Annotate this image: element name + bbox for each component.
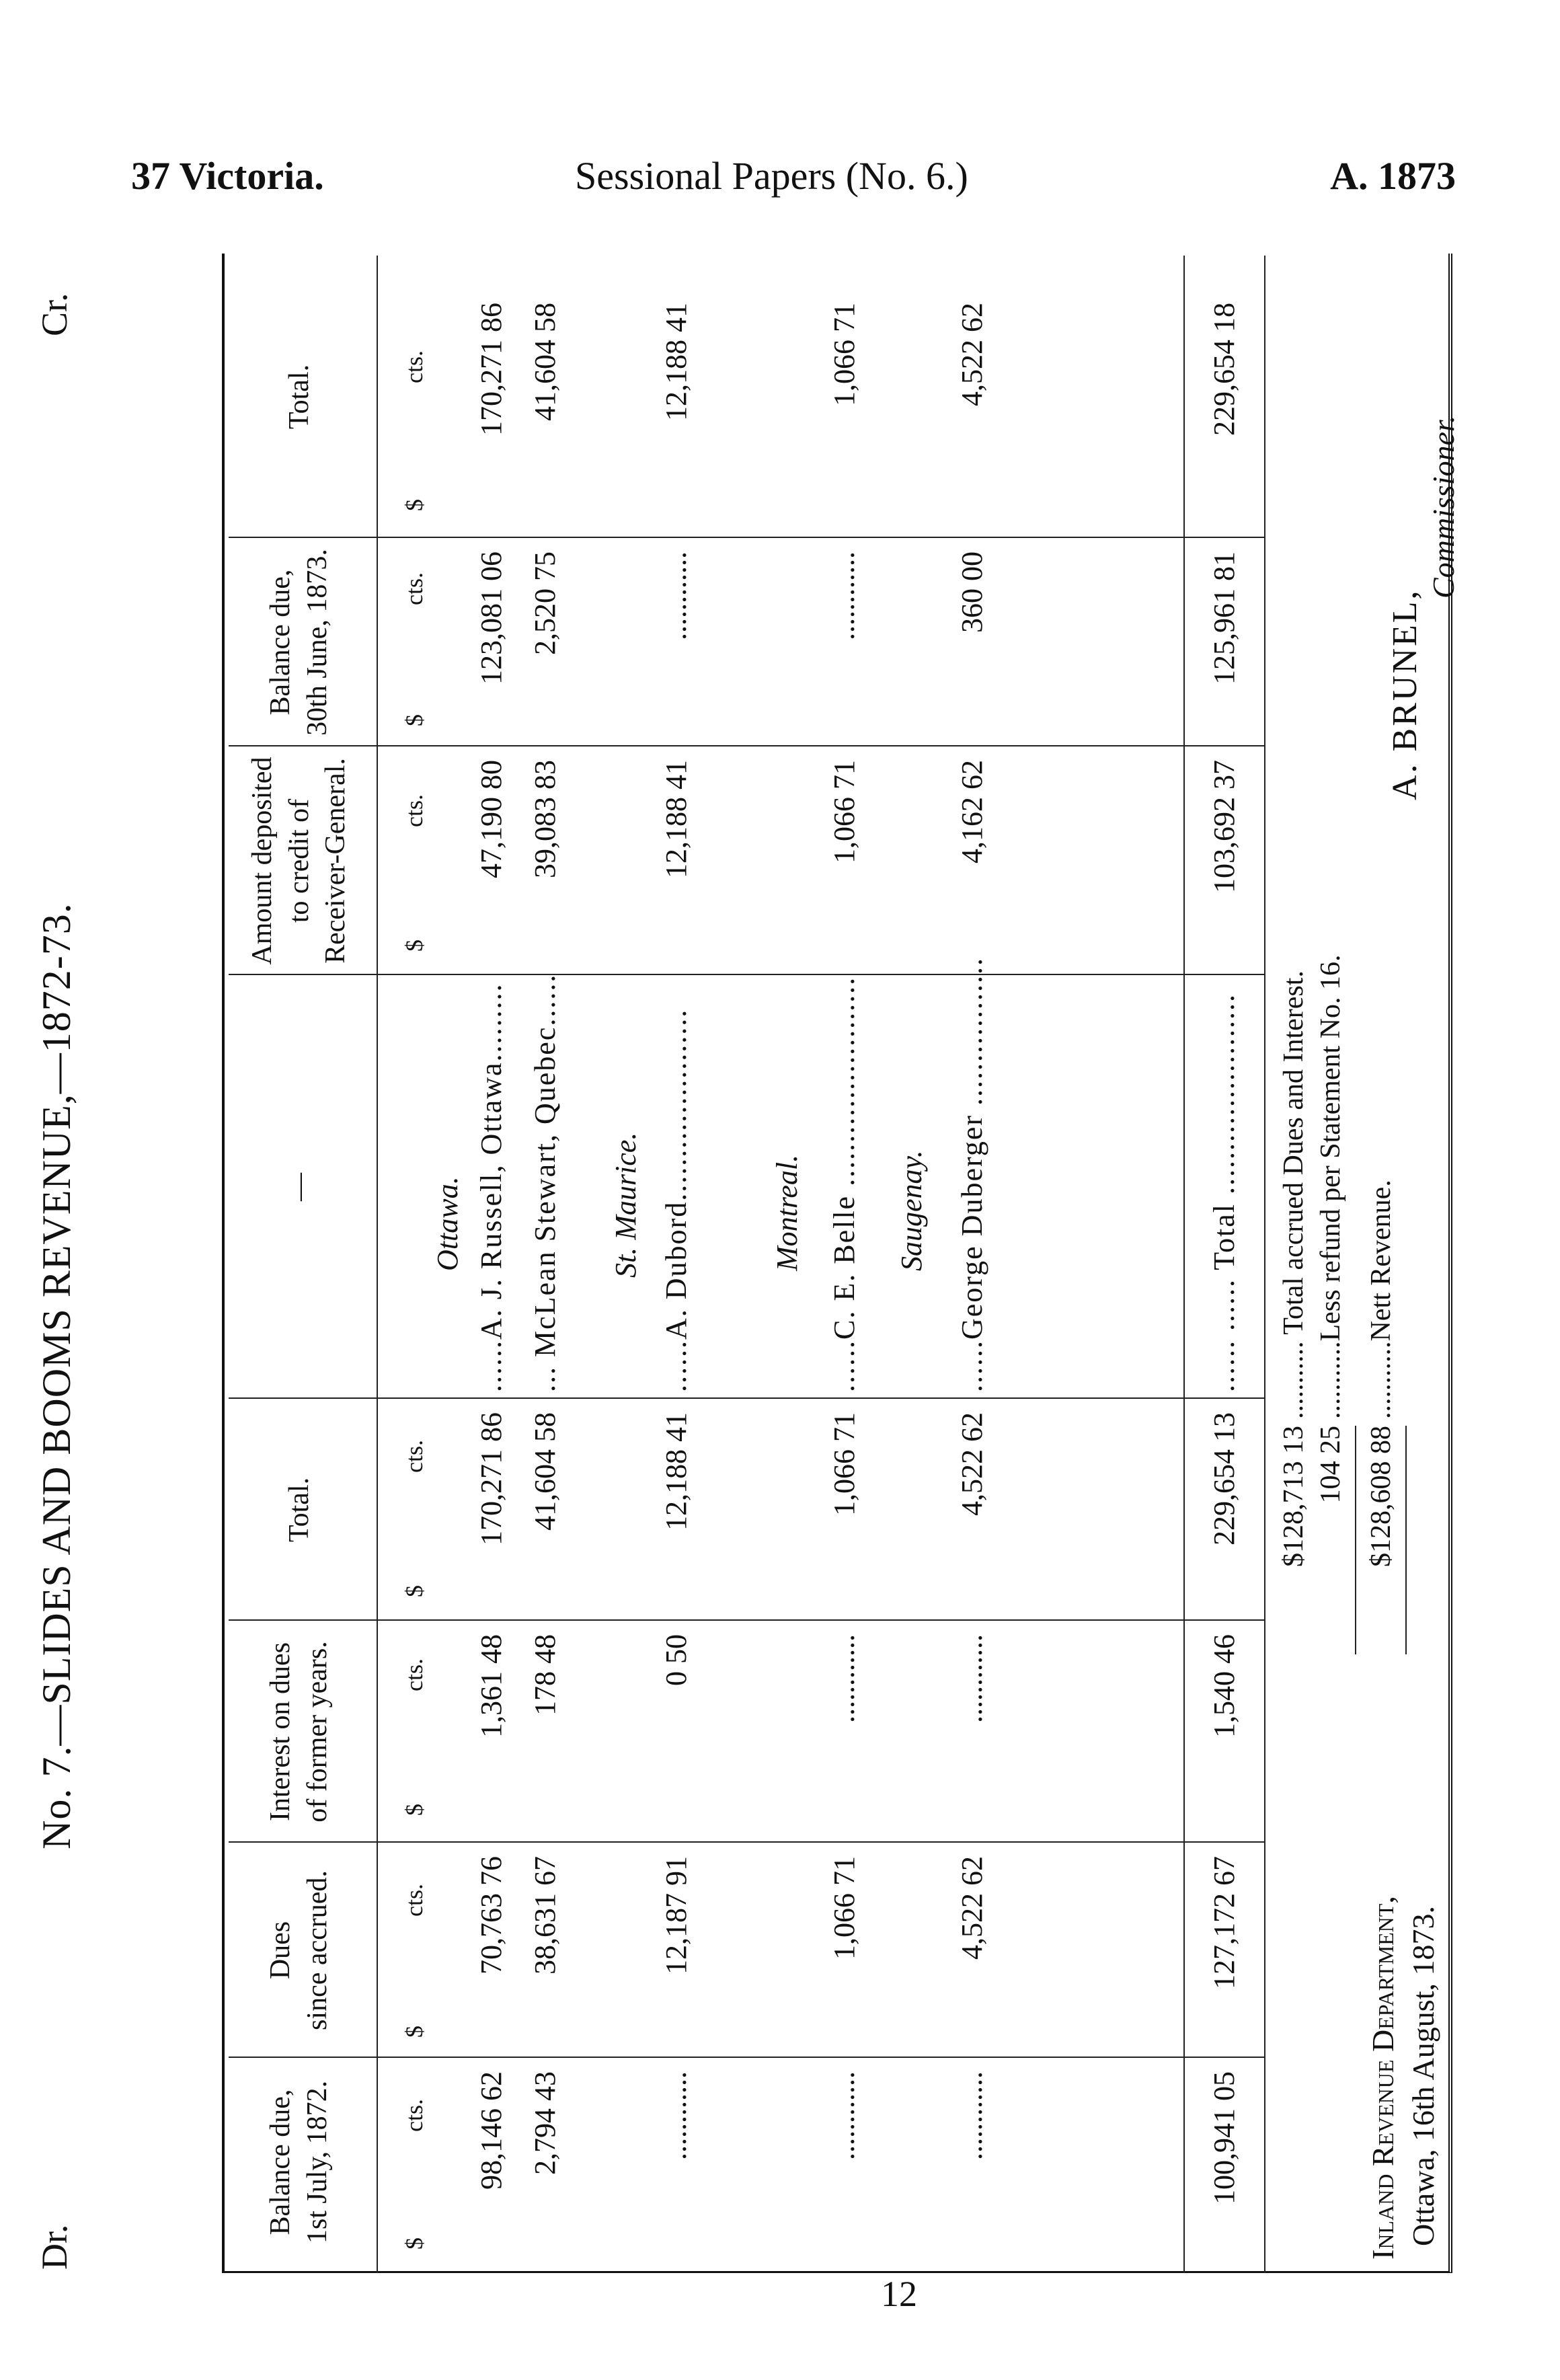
cell-balance-1872: 98,146 62: [475, 2071, 508, 2190]
header-session: 37 Victoria.: [131, 154, 324, 198]
table-title: No. 7.—SLIDES AND BOOMS REVENUE,—1872-73.: [34, 903, 79, 1849]
table-bottom-rule: [1264, 256, 1265, 2273]
page-number: 12: [881, 2274, 917, 2314]
col-divider: [229, 1841, 1264, 1843]
col-header-total-right: Total.: [283, 364, 315, 430]
cell-total-right: 12,188 41: [660, 303, 693, 421]
cell-officer: ......C. E. Belle ........................: [828, 976, 861, 1392]
unit-dollar: $: [401, 939, 428, 952]
cell-dues: 12,187 91: [660, 1856, 693, 1974]
cell-interest: 1,361 48: [475, 1634, 508, 1738]
unit-cts: cts.: [401, 1884, 428, 1917]
summary-label: ...........Less refund per Statement No. 16.: [1315, 954, 1346, 1419]
unit-cts: cts.: [401, 2099, 428, 2132]
cell-deposited: 4,162 62: [956, 760, 988, 863]
department-name: Inland Revenue Department,: [1366, 1896, 1400, 2260]
total-balance-1873: 125,961 81: [1208, 551, 1241, 685]
total-right: 229,654 18: [1208, 303, 1241, 436]
total-label: ...... ...... Total .......................: [1208, 993, 1241, 1392]
cell-total-right: 170,271 86: [475, 303, 508, 436]
total-interest: 1,540 46: [1208, 1634, 1241, 1738]
cell-deposited: 12,188 41: [660, 760, 693, 878]
unit-cts: cts.: [401, 1440, 428, 1473]
credit-label: Cr.: [34, 293, 75, 336]
cell-total: 170,271 86: [475, 1412, 508, 1545]
col-header-balance-1873: Balance due, 30th June, 1873.: [265, 549, 333, 736]
summary-label: ...........Nett Revenue.: [1366, 1180, 1397, 1419]
cell-dues: 70,763 76: [475, 1856, 508, 1974]
col-divider: [229, 2057, 1264, 2058]
col-divider: [229, 1397, 1264, 1399]
cell-deposited: 39,083 83: [529, 760, 561, 878]
unit-dollar: $: [401, 714, 428, 726]
cell-officer: ......A. Dubord......................: [660, 1008, 693, 1392]
col-header-dues: Dues since accrued.: [265, 1870, 333, 2030]
cell-total: 41,604 58: [529, 1412, 561, 1531]
cell-total: 4,522 62: [956, 1412, 988, 1516]
cell-balance-1873: 2,520 75: [529, 551, 561, 655]
summary-amount: $128,713 13: [1278, 1426, 1309, 1567]
total-deposited: 103,692 37: [1208, 760, 1241, 893]
signer-name: A. BRUNEL,: [1386, 588, 1424, 800]
col-divider: [229, 745, 1264, 746]
col-divider: [229, 974, 1264, 975]
place-date: Ottawa, 16th August, 1873.: [1406, 1906, 1440, 2246]
cell-interest: ............: [956, 1634, 988, 1723]
cell-balance-1872: 2,794 43: [529, 2071, 561, 2175]
cell-total: 1,066 71: [828, 1412, 861, 1516]
col-divider: [229, 1619, 1264, 1621]
total-dues: 127,172 67: [1208, 1856, 1241, 1989]
cell-officer: ......A. J. Russell, Ottawa.........: [475, 983, 508, 1392]
region-heading: Ottawa.: [431, 1176, 464, 1271]
unit-dollar: $: [401, 499, 428, 511]
cell-interest: ............: [828, 1634, 861, 1723]
col-header-interest: Interest on dues of former years.: [265, 1641, 333, 1822]
summary-rule: [1355, 1426, 1356, 1654]
region-heading: Saugenay.: [895, 1150, 928, 1271]
cell-officer: ... McLean Stewart, Quebec......: [529, 973, 561, 1392]
cell-balance-1872: ............: [660, 2071, 693, 2160]
cell-total: 12,188 41: [660, 1412, 693, 1531]
rotated-table-page: [34, 229, 1473, 2354]
cell-balance-1873: ............: [660, 551, 693, 640]
summary-amount: $128,608 88: [1366, 1426, 1397, 1567]
cell-balance-1873: 123,081 06: [475, 551, 508, 685]
unit-dollar: $: [401, 2026, 428, 2038]
col-header-deposited: Amount deposited to credit of Receiver-General.: [247, 757, 352, 965]
col-divider: [229, 537, 1264, 538]
unit-cts: cts.: [401, 794, 428, 827]
header-papers: Sessional Papers (No. 6.): [575, 154, 968, 198]
region-heading: St. Maurice.: [609, 1132, 642, 1278]
unit-dollar: $: [401, 2237, 428, 2250]
cell-balance-1872: ............: [828, 2071, 861, 2160]
cell-dues: 38,631 67: [529, 1856, 561, 1974]
total-balance-1872: 100,941 05: [1208, 2071, 1241, 2204]
totals-rule: [1183, 256, 1185, 2273]
region-heading: Montreal.: [771, 1154, 804, 1271]
cell-dues: 1,066 71: [828, 1856, 861, 1960]
unit-cts: cts.: [401, 572, 428, 605]
summary-label: ........... Total accrued Dues and Interest.: [1278, 970, 1309, 1419]
cell-officer: ......George Duberger .................: [956, 956, 988, 1392]
cell-interest: 178 48: [529, 1634, 561, 1716]
summary-rule: [1405, 1426, 1407, 1654]
debit-label: Dr.: [34, 2224, 75, 2270]
cell-total-right: 1,066 71: [828, 303, 861, 406]
cell-total-right: 4,522 62: [956, 303, 988, 406]
col-header-total-left: Total.: [283, 1477, 315, 1543]
cell-deposited: 1,066 71: [828, 760, 861, 863]
signer-title: Commissioner.: [1426, 415, 1460, 599]
cell-dues: 4,522 62: [956, 1856, 988, 1960]
cell-interest: 0 50: [660, 1634, 693, 1686]
cell-total-right: 41,604 58: [529, 303, 561, 421]
col-header-blank: —: [283, 1173, 315, 1201]
summary-amount: 104 25: [1315, 1426, 1346, 1504]
unit-cts: cts.: [401, 1658, 428, 1691]
col-header-balance-1872: Balance due, 1st July, 1872.: [265, 2080, 333, 2244]
cell-deposited: 47,190 80: [475, 760, 508, 878]
unit-cts: cts.: [401, 350, 428, 383]
cell-balance-1873: 360 00: [956, 551, 988, 633]
header-rule: [377, 256, 378, 2273]
cell-balance-1873: ............: [828, 551, 861, 640]
cell-balance-1872: ............: [956, 2071, 988, 2160]
unit-dollar: $: [401, 1585, 428, 1597]
total-left: 229,654 13: [1208, 1412, 1241, 1545]
header-year: A. 1873: [1330, 154, 1456, 198]
unit-dollar: $: [401, 1804, 428, 1816]
